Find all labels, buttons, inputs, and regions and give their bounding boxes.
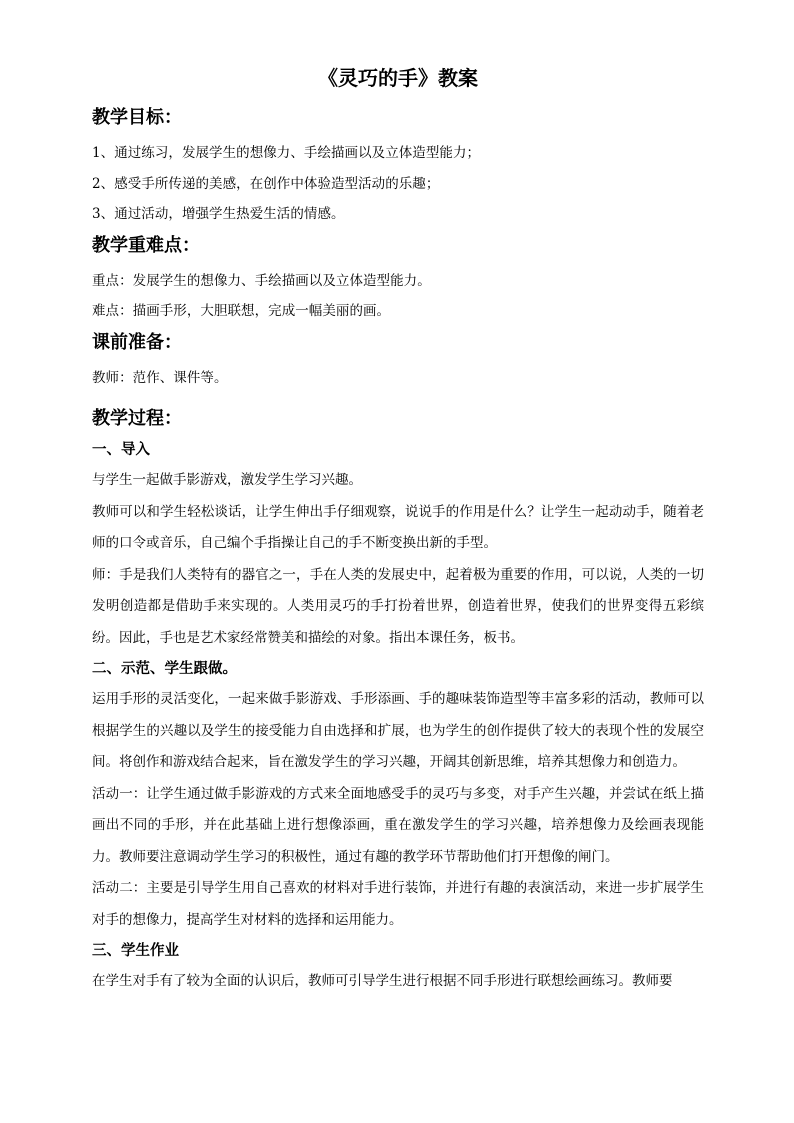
paragraph: 教师可以和学生轻松谈话，让学生伸出手仔细观察，说说手的作用是什么？让学生一起动动手，随着老师的口令或音乐，自己编个手指操让自己的手不断变换出新的手型。 <box>92 503 704 551</box>
paragraph: 活动二：主要是引导学生用自己喜欢的材料对手进行装饰，并进行有趣的表演活动，来进一步扩展学生对手的想像力，提高学生对材料的选择和运用能力。 <box>92 880 704 928</box>
section-heading-goals: 教学目标： <box>92 107 182 128</box>
paragraph: 与学生一起做手影游戏，激发学生学习兴趣。 <box>92 472 362 488</box>
paragraph: 活动一：让学生通过做手影游戏的方式来全面地感受手的灵巧与多变，对手产生兴趣，并尝试在纸上描画出不同的手形，并在此基础上进行想像添画，重在激发学生的学习兴趣，培养想像力及绘画表现能力。教师要注意调动学生学习的积极性，通过有趣的教学环节帮助他们打开想像的闸门。 <box>92 785 704 865</box>
subsection-heading-intro: 一、导入 <box>92 441 150 458</box>
key-point-item: 难点：描画手形，大胆联想，完成一幅美丽的画。 <box>92 303 391 319</box>
goal-item: 3、通过活动，增强学生热爱生活的情感。 <box>92 206 345 222</box>
prep-item: 教师：范作、课件等。 <box>92 369 228 386</box>
document-title: 《灵巧的手》教案 <box>318 66 478 90</box>
section-heading-prep: 课前准备： <box>92 331 182 353</box>
paragraph: 在学生对手有了较为全面的认识后，教师可引导学生进行根据不同手形进行联想绘画练习。教师要 <box>92 973 673 989</box>
goal-item: 2、感受手所传递的美感，在创作中体验造型活动的乐趣； <box>92 175 440 192</box>
goal-item: 1、通过练习，发展学生的想像力、手绘描画以及立体造型能力； <box>92 145 481 161</box>
subsection-heading-homework: 三、学生作业 <box>92 942 179 959</box>
document-page <box>92 62 704 998</box>
subsection-heading-demo: 二、示范、学生跟做。 <box>92 660 237 677</box>
key-point-item: 重点：发展学生的想像力、手绘描画以及立体造型能力。 <box>92 272 431 289</box>
section-heading-process: 教学过程： <box>92 408 182 429</box>
paragraph: 运用手形的灵活变化，一起来做手影游戏、手形添画、手的趣味装饰造型等丰富多彩的活动，教师可以根据学生的兴趣以及学生的接受能力自由选择和扩展，也为学生的创作提供了较大的表现个性的发展空间。将创作和游戏结合起来，旨在激发学生的学习兴趣，开阔其创新思维，培养其想像力和创造力。 <box>92 691 704 770</box>
paragraph: 师：手是我们人类特有的器官之一，手在人类的发展史中，起着极为重要的作用，可以说，人类的一切发明创造都是借助手来实现的。人类用灵巧的手打扮着世界，创造着世界，使我们的世界变得五彩缤纷。因此，手也是艺术家经常赞美和描绘的对象。指出本课任务，板书。 <box>92 566 704 646</box>
section-heading-key-points: 教学重难点： <box>92 234 200 256</box>
